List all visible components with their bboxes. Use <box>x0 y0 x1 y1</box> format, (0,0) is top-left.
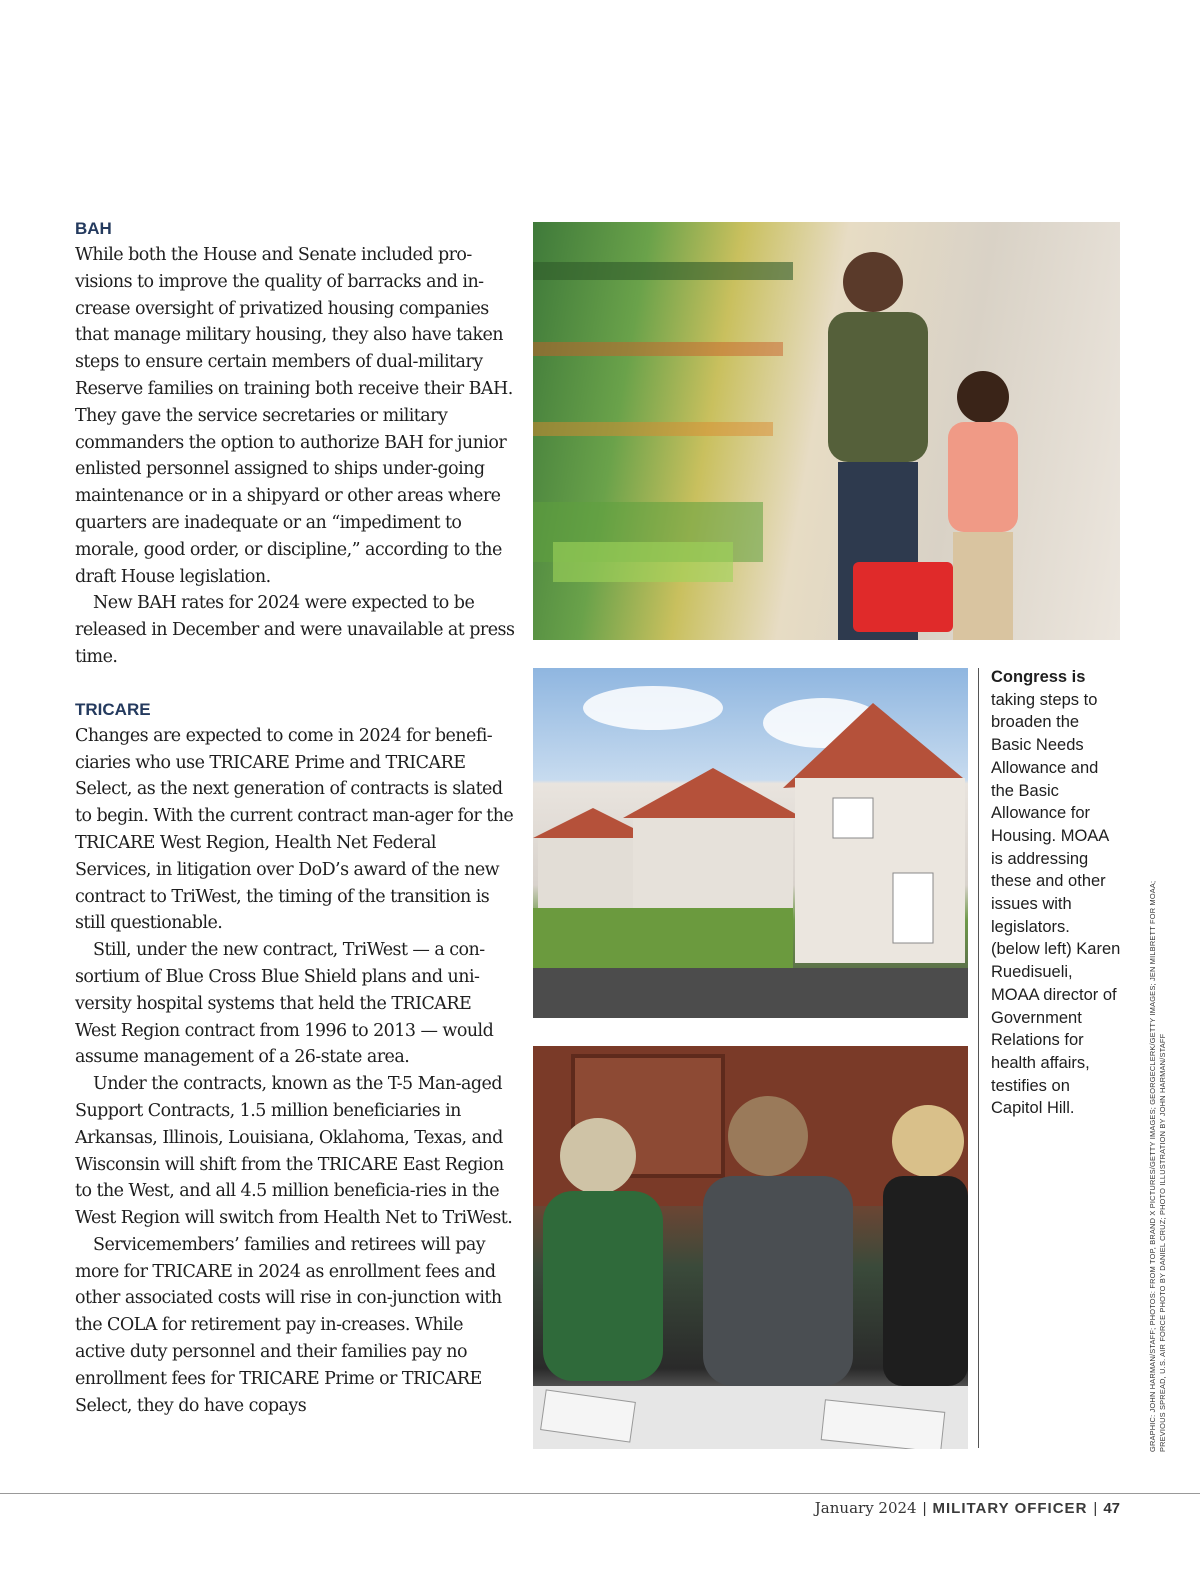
houses-illustration <box>533 668 968 1018</box>
magazine-name: MILITARY OFFICER <box>932 1500 1088 1517</box>
hearing-illustration <box>533 1046 968 1449</box>
footer-separator: | <box>922 1500 927 1517</box>
footer-divider <box>0 1493 1200 1494</box>
article-body <box>75 216 515 1419</box>
credit-line: PREVIOUS SPREAD, U.S. AIR FORCE PHOTO BY DANIEL CRUZ; PHOTO ILLUSTRATION BY JOHN HARMAN/STAFF <box>1158 1033 1167 1452</box>
caption-lead: Congress is <box>991 668 1086 686</box>
photo-grocery-store <box>533 222 1120 640</box>
paragraph: New BAH rates for 2024 were expected to be released in December and were unavailable at press time. <box>75 593 515 667</box>
photo-credit <box>1148 812 1168 1452</box>
paragraph: Still, under the new contract, TriWest — a con-sortium of Blue Cross Blue Shield plans and uni-versity hospital systems that held the TRICARE West Region contract from 1996 to 2013 — would assume management of a 26-state area. <box>75 940 494 1068</box>
grocery-illustration <box>533 222 1120 640</box>
section-gap <box>75 671 515 697</box>
caption-body: taking steps to broaden the Basic Needs Allowance and the Basic Allowance for Housing. MOAA is addressing these and other issues with legislators. (below left) Karen Ruedisueli, MOAA director of Government Relations for health affairs, testifies on Capitol Hill. <box>991 690 1121 1118</box>
page-number: 47 <box>1103 1500 1120 1517</box>
photo-capitol-hill-hearing <box>533 1046 968 1449</box>
issue-date: January 2024 <box>814 1499 917 1517</box>
paragraph: Changes are expected to come in 2024 for benefi-ciaries who use TRICARE Prime and TRICARE Select, as the next generation of contracts is slated to begin. With the current contract man-ager for the TRICARE West Region, Health Net Federal Services, in litigation over DoD’s award of the new contract to TriWest, the timing of the transition is still questionable. <box>75 725 514 934</box>
paragraph: While both the House and Senate included pro-visions to improve the quality of barracks and in-crease oversight of privatized housing companies that manage military housing, they also have taken steps to ensure certain members of dual-military Reserve families on training both receive their BAH. They gave the service secretaries or military commanders the option to authorize BAH for junior enlisted personnel assigned to ships under-going maintenance or in a shipyard or other areas where quarters are inadequate or an “impediment to morale, good order, or discipline,” according to the draft House legislation. <box>75 245 513 587</box>
section-heading-tricare: TRICARE <box>75 699 151 719</box>
photo-houses <box>533 668 968 1018</box>
paragraph: Servicemembers’ families and retirees will pay more for TRICARE in 2024 as enrollment fees and other associated costs will rise in con-junction with the COLA for retirement pay in-creases. While active duty personnel and their families pay no enrollment fees for TRICARE Prime or TRICARE Select, they do have copays <box>75 1234 502 1416</box>
page-footer <box>815 1498 1120 1519</box>
section-heading-bah: BAH <box>75 219 112 238</box>
photo-caption <box>991 666 1121 1120</box>
paragraph: Under the contracts, known as the T-5 Man-aged Support Contracts, 1.5 million beneficiaries in Arkansas, Illinois, Louisiana, Oklahoma, Texas, and Wisconsin will shift from the TRICARE East Region to the West, and all 4.5 million beneficia-ries in the West Region will switch from Health Net to TriWest. <box>75 1074 513 1229</box>
caption-divider <box>978 668 979 1448</box>
footer-separator: | <box>1093 1500 1098 1517</box>
credit-line: GRAPHIC: JOHN HARMAN/STAFF; PHOTOS: FROM TOP, BRAND X PICTURES/GETTY IMAGES; GEORGECLERK/GETTY IMAGES; JEN MILBRETT FOR MOAA; <box>1148 880 1157 1452</box>
